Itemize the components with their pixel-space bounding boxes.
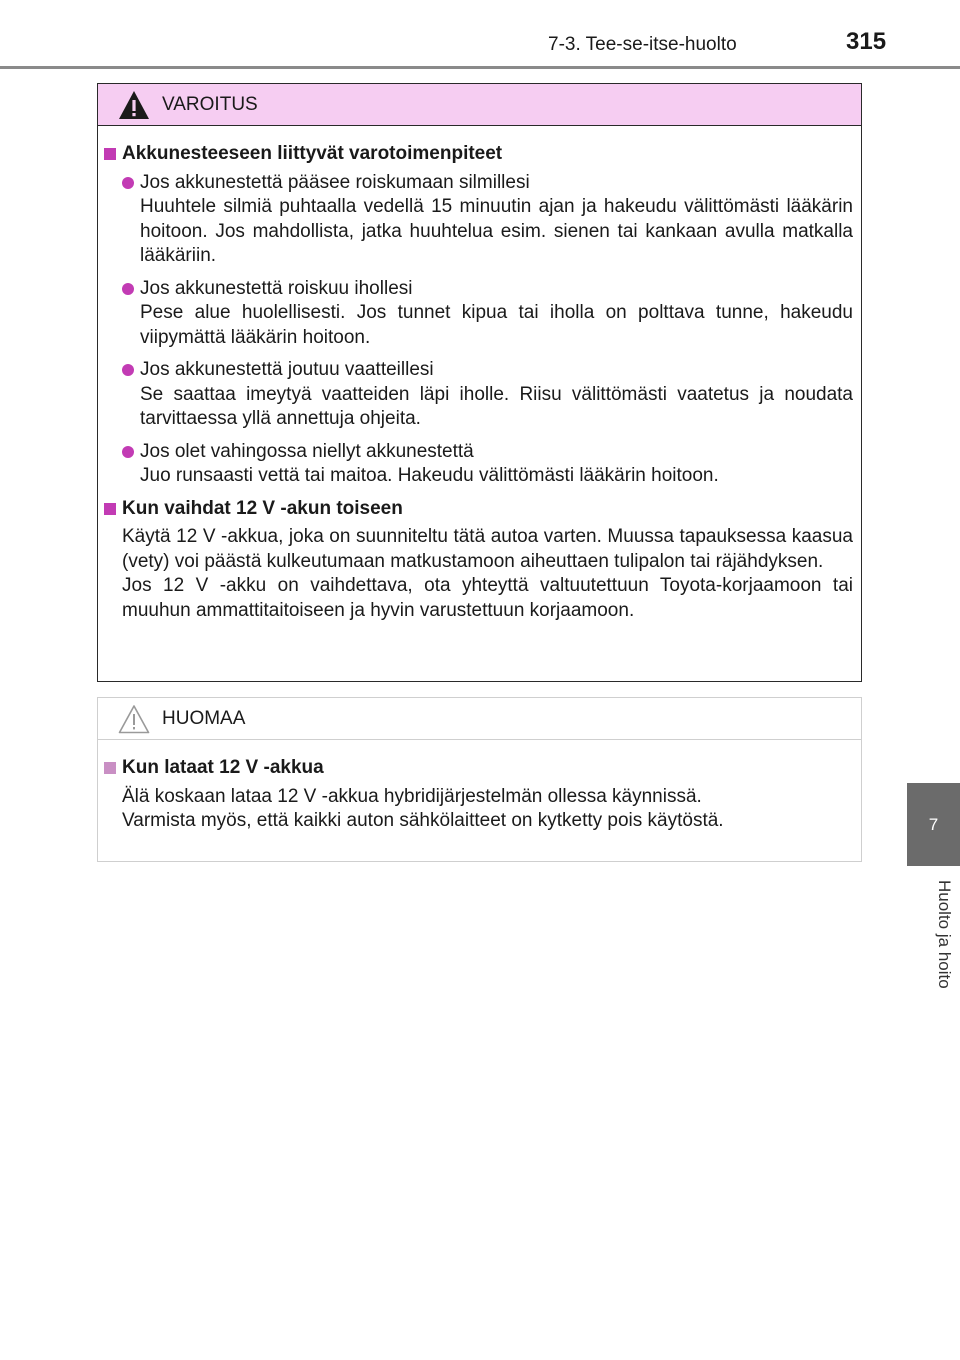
section-heading	[104, 756, 853, 781]
section-heading-text: Kun lataat 12 V -akkua	[122, 757, 324, 778]
round-bullet-icon	[122, 283, 134, 295]
notice-body	[98, 740, 861, 834]
bullet-title: Jos olet vahingossa niellyt akkunestettä	[140, 440, 474, 462]
bullet-item	[104, 277, 853, 351]
notice-header	[98, 698, 861, 740]
section-heading-text: Akkunesteeseen liittyvät varotoimenpiteet	[122, 143, 503, 164]
bullet-title: Jos akkunestettä pääsee roiskumaan silmillesi	[140, 171, 530, 193]
square-bullet-icon	[104, 503, 116, 515]
bullet-title: Jos akkunestettä roiskuu ihollesi	[140, 277, 413, 299]
paragraph-block	[104, 525, 853, 623]
section-heading-text: Kun vaihdat 12 V -akun toiseen	[122, 497, 403, 519]
bullet-text: Juo runsaasti vettä tai maitoa. Hakeudu välittömästi lääkärin hoitoon.	[140, 465, 719, 486]
paragraph: Älä koskaan lataa 12 V -akkua hybridijärjestelmän ollessa käynnissä.	[122, 785, 702, 807]
warning-box	[97, 83, 862, 682]
paragraph: Käytä 12 V -akkua, joka on suunniteltu tätä autoa varten. Muussa tapauksessa kaasua (vety) voi päästä kulkeutumaan matkustamoon aiheuttaen tulipalon tai räjähdyksen.	[122, 526, 853, 572]
caution-triangle-icon	[118, 704, 150, 734]
header-rule	[0, 66, 960, 69]
round-bullet-icon	[122, 364, 134, 376]
section-heading	[104, 142, 853, 167]
notice-title: HUOMAA	[162, 707, 246, 729]
bullet-text: Pese alue huolellisesti. Jos tunnet kipua tai iholla on polttava tunne, hakeudu viipymättä lääkärin hoitoon.	[140, 302, 853, 348]
warning-title: VAROITUS	[162, 93, 258, 115]
round-bullet-icon	[122, 446, 134, 458]
notice-box	[97, 697, 862, 862]
square-bullet-icon	[104, 148, 116, 160]
square-bullet-icon	[104, 762, 116, 774]
bullet-item	[104, 440, 853, 489]
paragraph-block	[104, 785, 853, 834]
bullet-item	[104, 171, 853, 269]
round-bullet-icon	[122, 177, 134, 189]
page-number: 315	[846, 28, 887, 55]
bullet-text: Se saattaa imeytyä vaatteiden läpi iholle. Riisu välittömästi vaatetus ja noudata tarvittaessa yllä annettuja ohjeita.	[140, 383, 853, 429]
warning-body	[98, 126, 861, 623]
paragraph: Jos 12 V -akku on vaihdettava, ota yhteyttä valtuutettuun Toyota-korjaamoon tai muuhun ammattitaitoiseen ja hyvin varustettuun korjaamoon.	[122, 575, 853, 621]
chapter-number: 7	[928, 814, 939, 834]
header-section-title: 7-3. Tee-se-itse-huolto	[548, 34, 737, 55]
warning-header	[98, 84, 861, 126]
bullet-item	[104, 358, 853, 432]
bullet-text: Huuhtele silmiä puhtaalla vedellä 15 minuutin ajan ja hakeudu välittömästi lääkärin hoitoon. Jos mahdollista, jatka huuhtelua esim. sienen tai kankaan avulla matkalla lääkäriin.	[140, 196, 853, 266]
bullet-title: Jos akkunestettä joutuu vaatteillesi	[140, 359, 434, 380]
chapter-title: Huolto ja hoito	[935, 880, 954, 989]
section-heading	[104, 497, 853, 522]
paragraph: Varmista myös, että kaikki auton sähkölaitteet on kytketty pois käytöstä.	[122, 810, 724, 831]
warning-triangle-icon	[118, 90, 150, 120]
chapter-tab	[907, 783, 960, 866]
